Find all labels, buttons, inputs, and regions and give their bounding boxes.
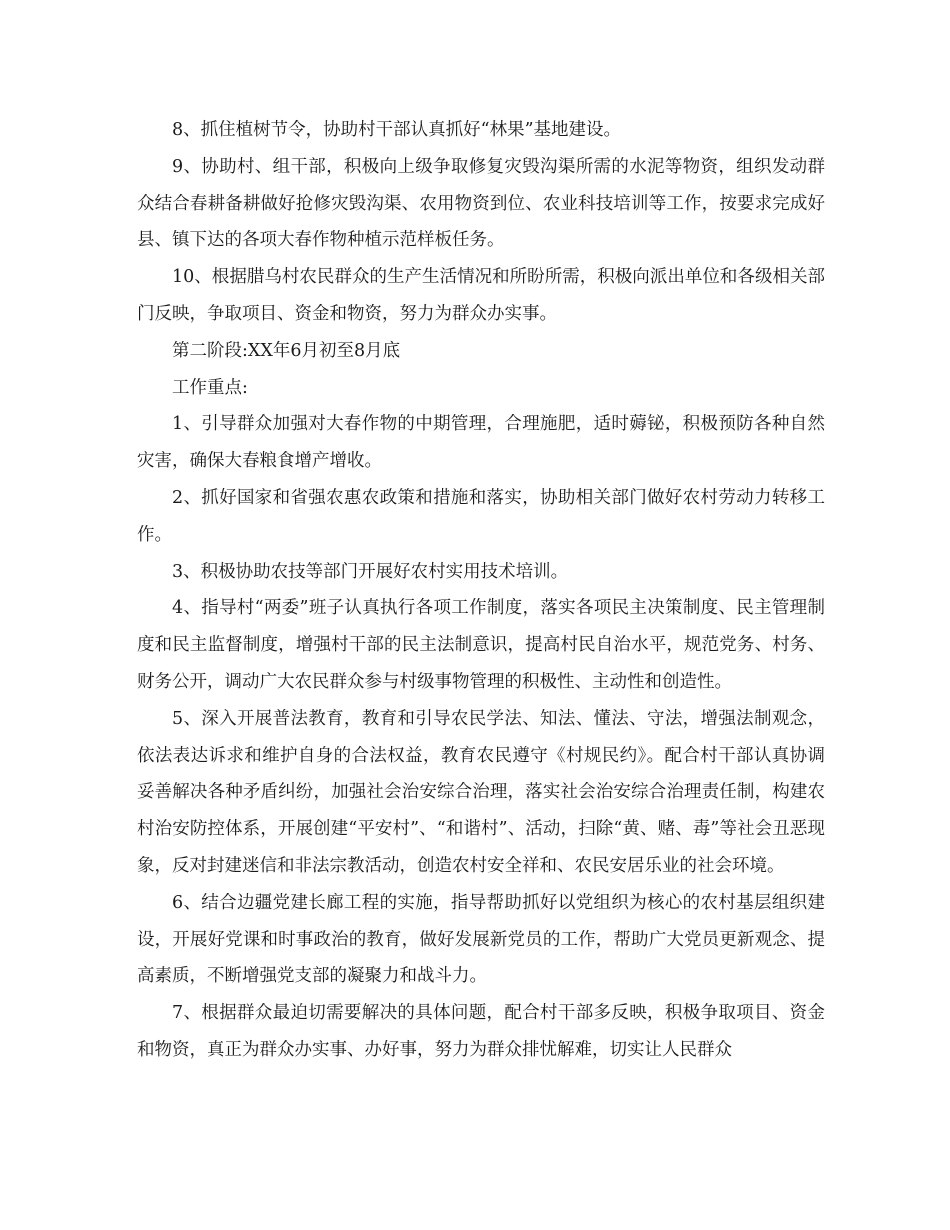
paragraph-item-1: 1、引导群众加强对大春作物的中期管理，合理施肥，适时薅铋，积极预防各种自然灾害，确保大春粮食增产增收。 xyxy=(137,414,825,472)
paragraph-item-4: 4、指导村“两委”班子认真执行各项工作制度，落实各项民主决策制度、民主管理制度和民主监督制度，增强村干部的民主法制意识，提高村民自治水平，规范党务、村务、财务公开，调动广大农民群众参与村级事物管理的积极性、主动性和创造性。 xyxy=(137,598,825,692)
section-subheading-work-focus: 工作重点: xyxy=(172,377,248,398)
paragraph-item-7: 7、根据群众最迫切需要解决的具体问题，配合村干部多反映，积极争取项目、资金和物资，真正为群众办实事、办好事，努力为群众排忧解难，切实让人民群众 xyxy=(137,1003,825,1060)
paragraph-item-8: 8、抓住植树节令，协助村干部认真抓好“林果”基地建设。 xyxy=(172,120,622,140)
paragraph-item-6: 6、结合边疆党建长廊工程的实施，指导帮助抓好以党组织为核心的农村基层组织建设，开展好党课和时事政治的教育，做好发展新党员的工作，帮助广大党员更新观念、提高素质，不断增强党支部的凝聚力和战斗力。 xyxy=(137,892,825,987)
paragraph-item-3: 3、积极协助农技等部门开展好农村实用技术培训。 xyxy=(172,561,569,582)
paragraph-item-10: 10、根据腊乌村农民群众的生产生活情况和所盼所需，积极向派出单位和各级相关部门反映，争取项目、资金和物资，努力为群众办实事。 xyxy=(137,267,825,324)
paragraph-item-5: 5、深入开展普法教育，教育和引导农民学法、知法、懂法、守法，增强法制观念，依法表达诉求和维护自身的合法权益，教育农民遵守《村规民约》。配合村干部认真协调妥善解决各种矛盾纠纷，加强社会治安综合治理，落实社会治安综合治理责任制，构建农村治安防控体系，开展创建“平安村”、“和谐村”、活动，扫除“黄、赌、毒”等社会丑恶现象，反对封建迷信和非法宗教活动，创造农村安全祥和、农民安居乐业的社会环境。 xyxy=(137,708,825,876)
document-body xyxy=(137,112,825,1069)
paragraph-item-9: 9、协助村、组干部，积极向上级争取修复灾毁沟渠所需的水泥等物资，组织发动群众结合春耕备耕做好抢修灾毁沟渠、农用物资到位、农业科技培训等工作，按要求完成好县、镇下达的各项大春作物种植示范样板任务。 xyxy=(137,156,825,251)
paragraph-item-2: 2、抓好国家和省强农惠农政策和措施和落实，协助相关部门做好农村劳动力转移工作。 xyxy=(137,487,825,545)
section-heading-stage-two: 第二阶段:XX年6月初至8月底 xyxy=(172,340,401,361)
